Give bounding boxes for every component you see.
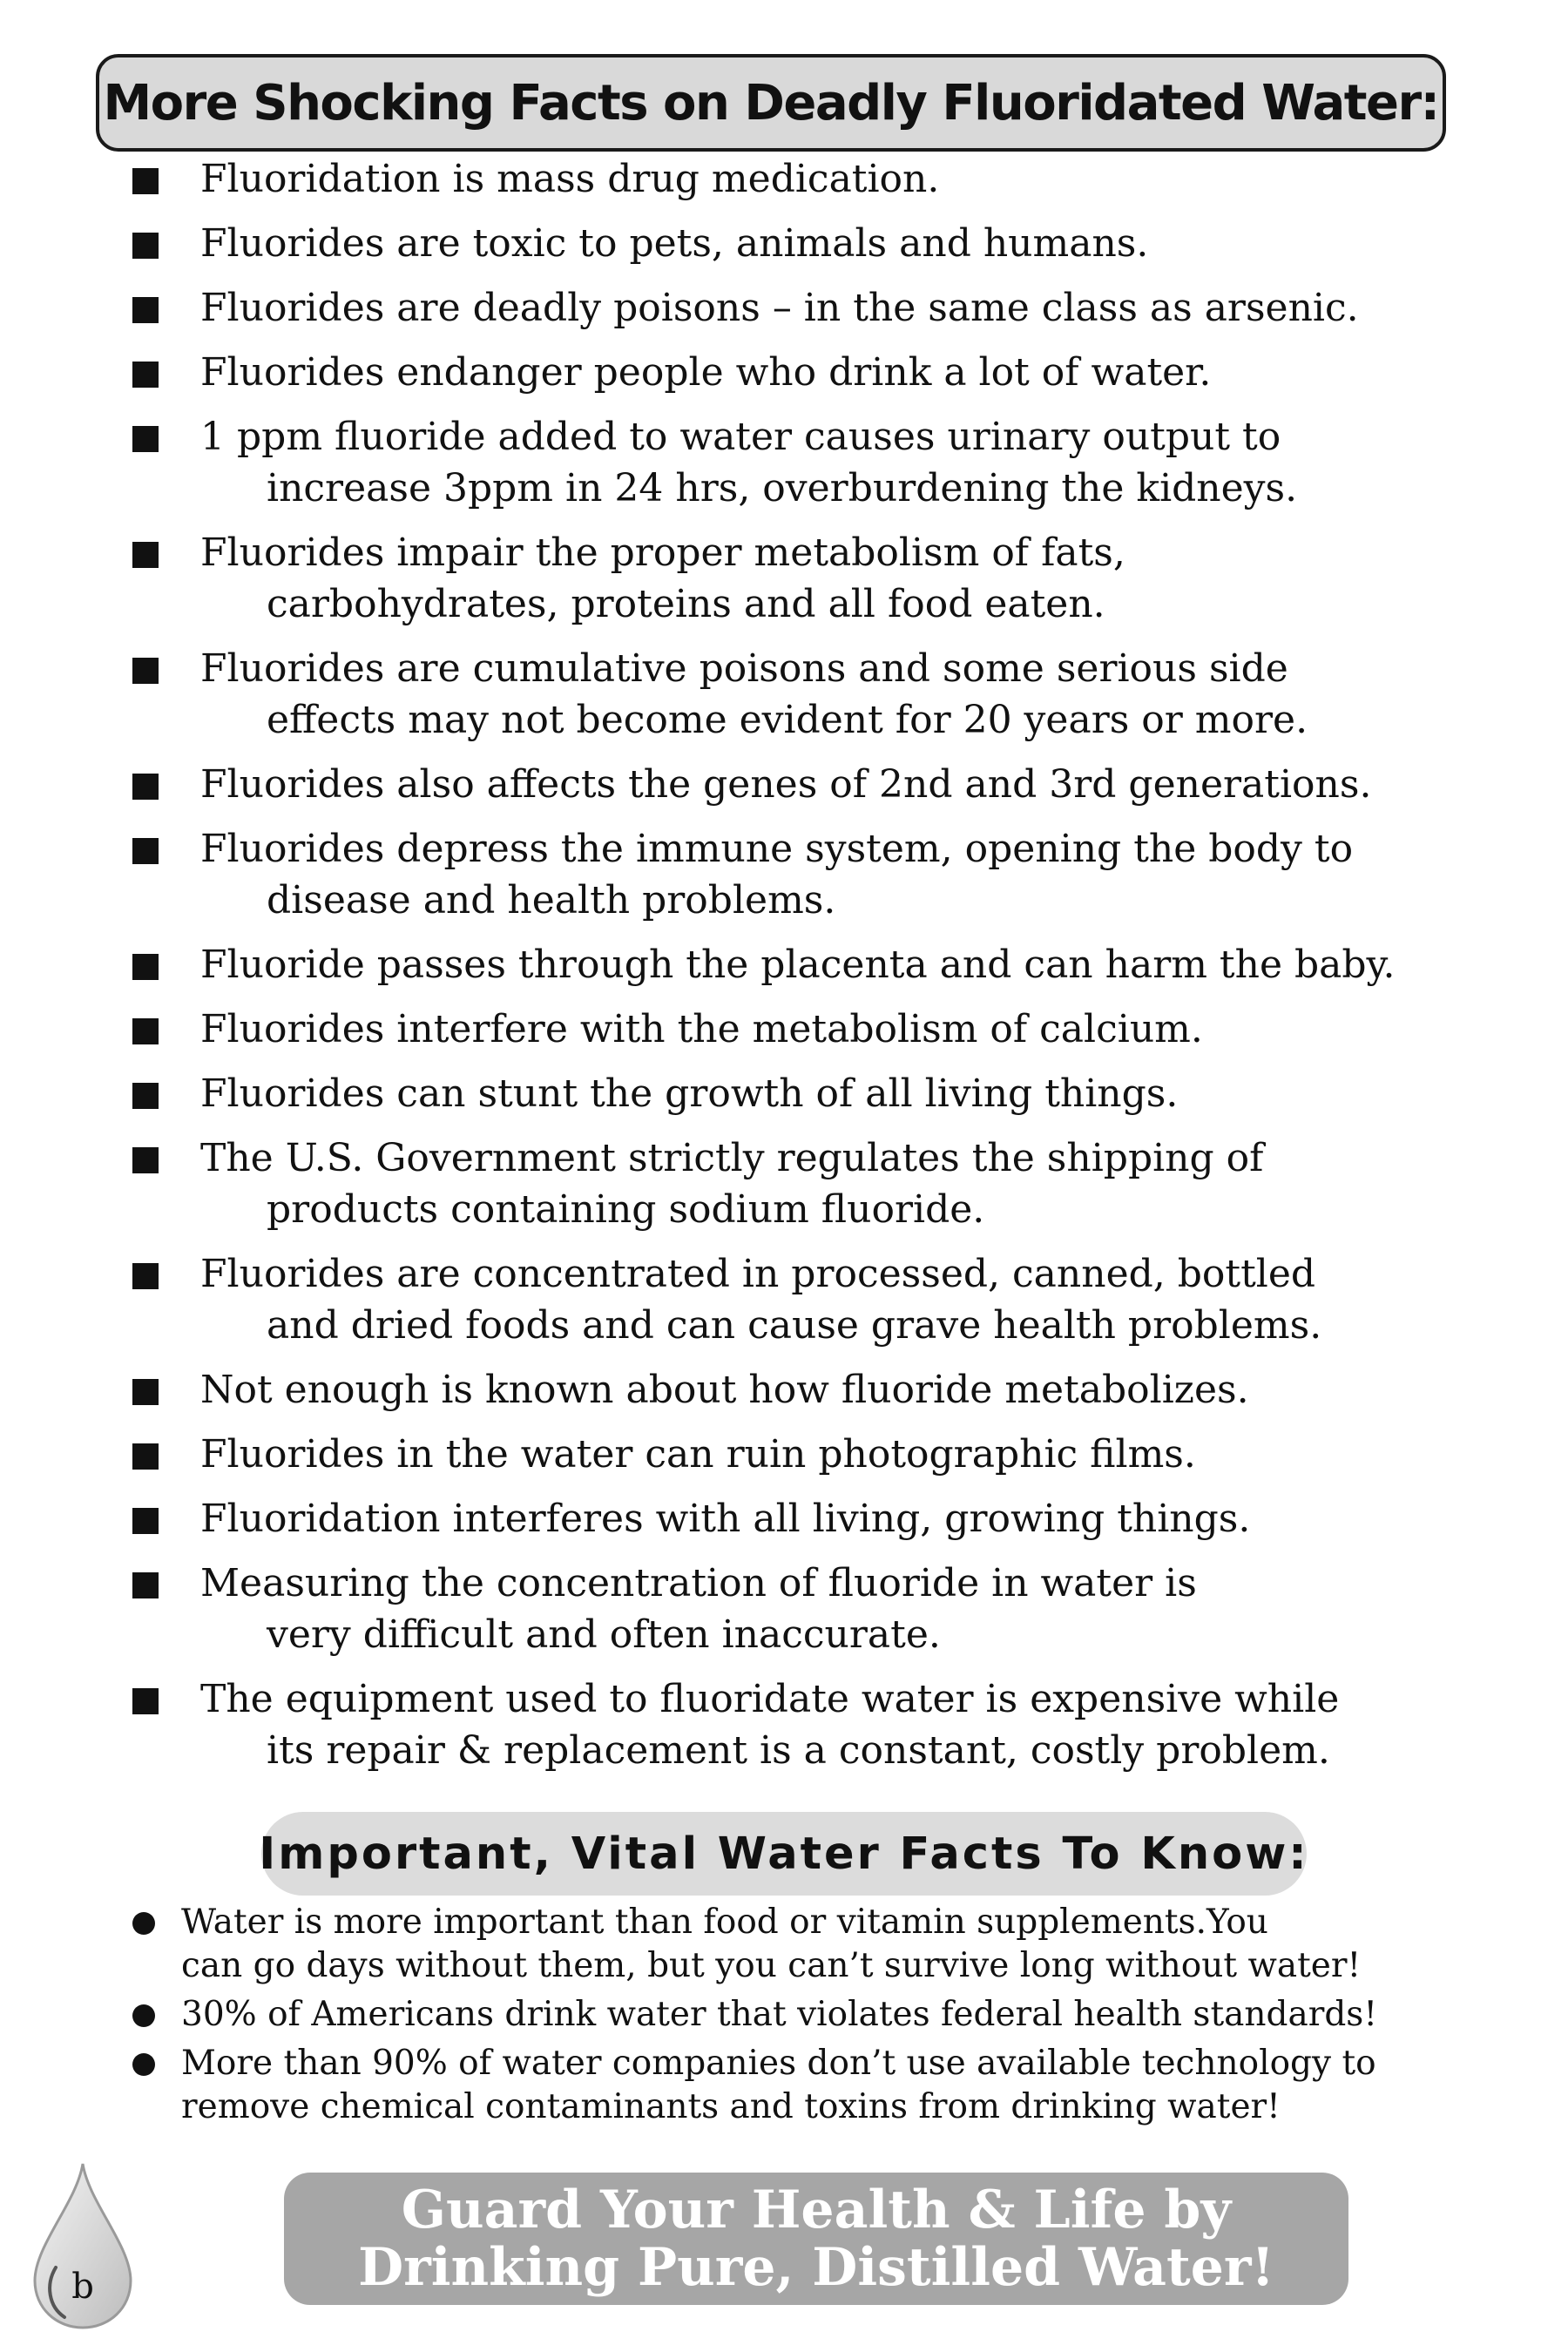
fact-item (131, 1673, 1490, 1776)
square-bullet-icon (132, 1443, 159, 1470)
fact-text: Fluoridation is mass drug medication. (200, 157, 940, 201)
fact-item (131, 347, 1490, 398)
water-facts-banner (261, 1812, 1307, 1896)
fact-item (131, 939, 1490, 990)
fact-text-continued: carbohydrates, proteins and all food eaten. (267, 582, 1105, 626)
fact-item (131, 1558, 1490, 1660)
fact-text-continued: and dried foods and can cause grave health problems. (267, 1303, 1322, 1348)
fact-text-continued: effects may not become evident for 20 years or more. (267, 698, 1308, 742)
square-bullet-icon (132, 362, 159, 388)
fact-text: Fluorides also affects the genes of 2nd and 3rd generations. (200, 762, 1372, 807)
fact-text: Fluorides endanger people who drink a lot of water. (200, 350, 1212, 395)
fact-item (131, 527, 1490, 630)
fact-text: Fluorides depress the immune system, opening the body to (200, 827, 1354, 871)
square-bullet-icon (132, 838, 159, 864)
fact-item (131, 823, 1490, 926)
fact-text: Measuring the concentration of fluoride in water is (200, 1561, 1197, 1605)
water-drop-icon (26, 2159, 139, 2333)
square-bullet-icon (132, 542, 159, 568)
fact-item (131, 153, 1490, 205)
square-bullet-icon (132, 1083, 159, 1109)
fact-item (131, 1132, 1490, 1235)
fact-text-continued: very difficult and often inaccurate. (267, 1612, 941, 1657)
square-bullet-icon (132, 1018, 159, 1044)
square-bullet-icon (132, 233, 159, 259)
square-bullet-icon (132, 954, 159, 980)
fact-text: Fluorides are concentrated in processed, canned, bottled (200, 1252, 1316, 1296)
square-bullet-icon (132, 774, 159, 800)
fluoride-facts-list (131, 153, 1490, 1789)
footer-line-1: Guard Your Health & Life by (401, 2180, 1232, 2240)
square-bullet-icon (132, 1572, 159, 1598)
fact-text: The equipment used to fluoridate water is expensive while (200, 1677, 1340, 1721)
page-title: More Shocking Facts on Deadly Fluoridated Water: (103, 74, 1439, 132)
fact-item (131, 1493, 1490, 1544)
fact-item (131, 643, 1490, 746)
square-bullet-icon (132, 658, 159, 684)
water-fact-text: 30% of Americans drink water that violates federal health standards! (181, 1995, 1377, 2034)
square-bullet-icon (132, 297, 159, 323)
round-bullet-icon (132, 2004, 155, 2027)
water-fact-text: can go days without them, but you can’t survive long without water! (181, 1946, 1362, 1985)
fact-item (131, 1364, 1490, 1416)
fact-item (131, 759, 1490, 810)
square-bullet-icon (132, 1508, 159, 1534)
fact-item (131, 1004, 1490, 1055)
fact-text: Fluorides can stunt the growth of all living things. (200, 1071, 1179, 1116)
fact-item (131, 1429, 1490, 1480)
water-fact-text: Water is more important than food or vitamin supplements.You (181, 1903, 1268, 1942)
water-facts-title: Important, Vital Water Facts To Know: (259, 1828, 1309, 1880)
water-fact-text: remove chemical contaminants and toxins from drinking water! (181, 2087, 1281, 2126)
fact-text-continued: its repair & replacement is a constant, costly problem. (267, 1728, 1330, 1773)
fact-text: Fluorides interfere with the metabolism of calcium. (200, 1007, 1203, 1051)
title-banner (96, 54, 1446, 152)
fact-text: Fluoridation interferes with all living, growing things. (200, 1497, 1251, 1541)
fact-text-continued: disease and health problems. (267, 878, 836, 923)
fact-text: Fluorides impair the proper metabolism of fats, (200, 531, 1125, 575)
water-fact-item (131, 1993, 1490, 2037)
fact-text: Fluoride passes through the placenta and can harm the baby. (200, 943, 1396, 987)
round-bullet-icon (132, 1912, 155, 1935)
square-bullet-icon (132, 1147, 159, 1173)
footer-banner (284, 2173, 1348, 2305)
fact-item (131, 1248, 1490, 1351)
fact-text: Fluorides are deadly poisons – in the same class as arsenic. (200, 286, 1359, 330)
fact-text: The U.S. Government strictly regulates the shipping of (200, 1136, 1264, 1180)
fact-text: Fluorides are toxic to pets, animals and humans. (200, 221, 1149, 266)
page-marker: b (71, 2267, 94, 2307)
fact-text: Fluorides are cumulative poisons and some serious side (200, 646, 1288, 691)
fact-item (131, 282, 1490, 334)
fact-item (131, 1068, 1490, 1119)
fact-text: 1 ppm fluoride added to water causes urinary output to (200, 415, 1281, 459)
fact-text: Fluorides in the water can ruin photographic films. (200, 1432, 1196, 1477)
water-fact-item (131, 2042, 1490, 2129)
fact-text-continued: increase 3ppm in 24 hrs, overburdening the kidneys. (267, 466, 1298, 510)
square-bullet-icon (132, 1263, 159, 1289)
water-fact-text: More than 90% of water companies don’t use available technology to (181, 2044, 1376, 2083)
fact-item (131, 411, 1490, 514)
fact-item (131, 218, 1490, 269)
water-fact-item (131, 1901, 1490, 1988)
square-bullet-icon (132, 1688, 159, 1714)
square-bullet-icon (132, 168, 159, 194)
fact-text: Not enough is known about how fluoride metabolizes. (200, 1368, 1249, 1412)
round-bullet-icon (132, 2053, 155, 2076)
water-facts-list (131, 1901, 1490, 2134)
footer-line-2: Drinking Pure, Distilled Water! (358, 2237, 1274, 2298)
square-bullet-icon (132, 426, 159, 452)
square-bullet-icon (132, 1379, 159, 1405)
fact-text-continued: products containing sodium fluoride. (267, 1187, 985, 1232)
